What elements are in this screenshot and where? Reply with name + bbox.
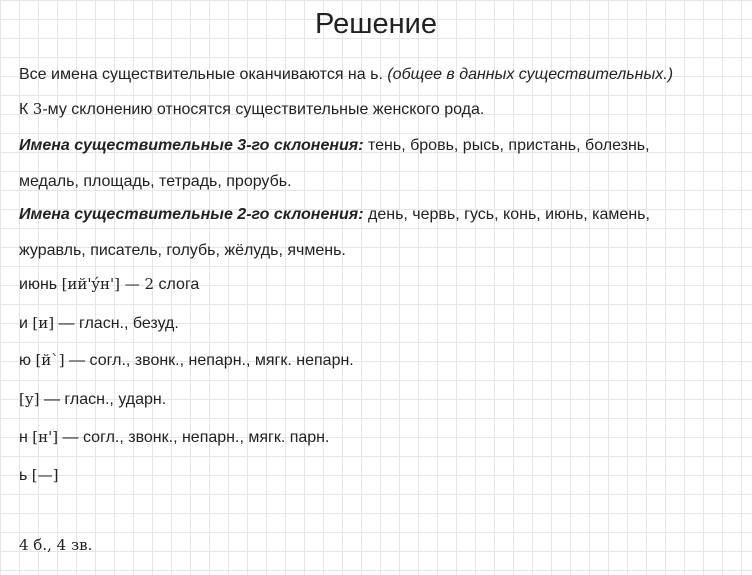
sound: [н'] [32,428,59,446]
rule-text: -му склонению относятся существительные женского рода. [42,101,485,118]
second-declension-label: Имена существительные 2-го склонения: [19,206,364,223]
phonetic-transcription: [ий'ýн'] [61,275,120,293]
third-declension-label: Имена существительные 3-го склонения: [19,137,364,154]
sound-description: — согл., звонк., непарн., мягк. непарн. [64,352,354,369]
letter: и [19,315,33,332]
rule-prefix: К [19,101,33,118]
sound-description: — гласн., безуд. [54,315,179,332]
second-declension-words: день, червь, гусь, конь, июнь, камень, [363,206,650,223]
phonetic-dash: — [119,275,145,293]
phonetic-letter-line [19,466,59,485]
syllable-label: слога [154,276,200,293]
sound-description: — гласн., ударн. [39,391,167,408]
letter: ю [19,352,36,369]
intro-note: (общее в данных существительных.) [387,66,674,83]
letter: ь [19,467,32,484]
sound: [у] [19,390,40,408]
third-declension-list [19,137,650,155]
syllable-count: 2 [144,275,155,293]
phonetic-letter-line [19,390,166,409]
letters-sounds-summary: 4 б., 4 зв. [19,536,93,554]
intro-text: Все имена существительные оканчиваются на ь. [19,66,388,83]
sound: [—] [31,466,59,484]
phonetic-letter-line [19,351,354,370]
intro-line [19,66,673,84]
rule-number: 3 [32,100,43,118]
phonetic-letter-line [19,314,179,333]
third-declension-words: тень, бровь, рысь, пристань, болезнь, [363,137,650,154]
phonetic-word: июнь [19,276,62,293]
sound-description: — согл., звонк., непарн., мягк. парн. [58,429,330,446]
sound: [и] [32,314,55,332]
page-title: Решение [315,8,437,40]
phonetic-letter-line [19,428,329,447]
second-declension-list [19,206,650,224]
phonetic-word-line [19,275,199,294]
third-declension-rule [19,100,484,119]
second-declension-list-cont: журавль, писатель, голубь, жёлудь, ячмень. [19,242,346,259]
third-declension-list-cont: медаль, площадь, тетрадь, прорубь. [19,173,292,190]
sound: [й`] [35,351,65,369]
letter: н [19,429,33,446]
